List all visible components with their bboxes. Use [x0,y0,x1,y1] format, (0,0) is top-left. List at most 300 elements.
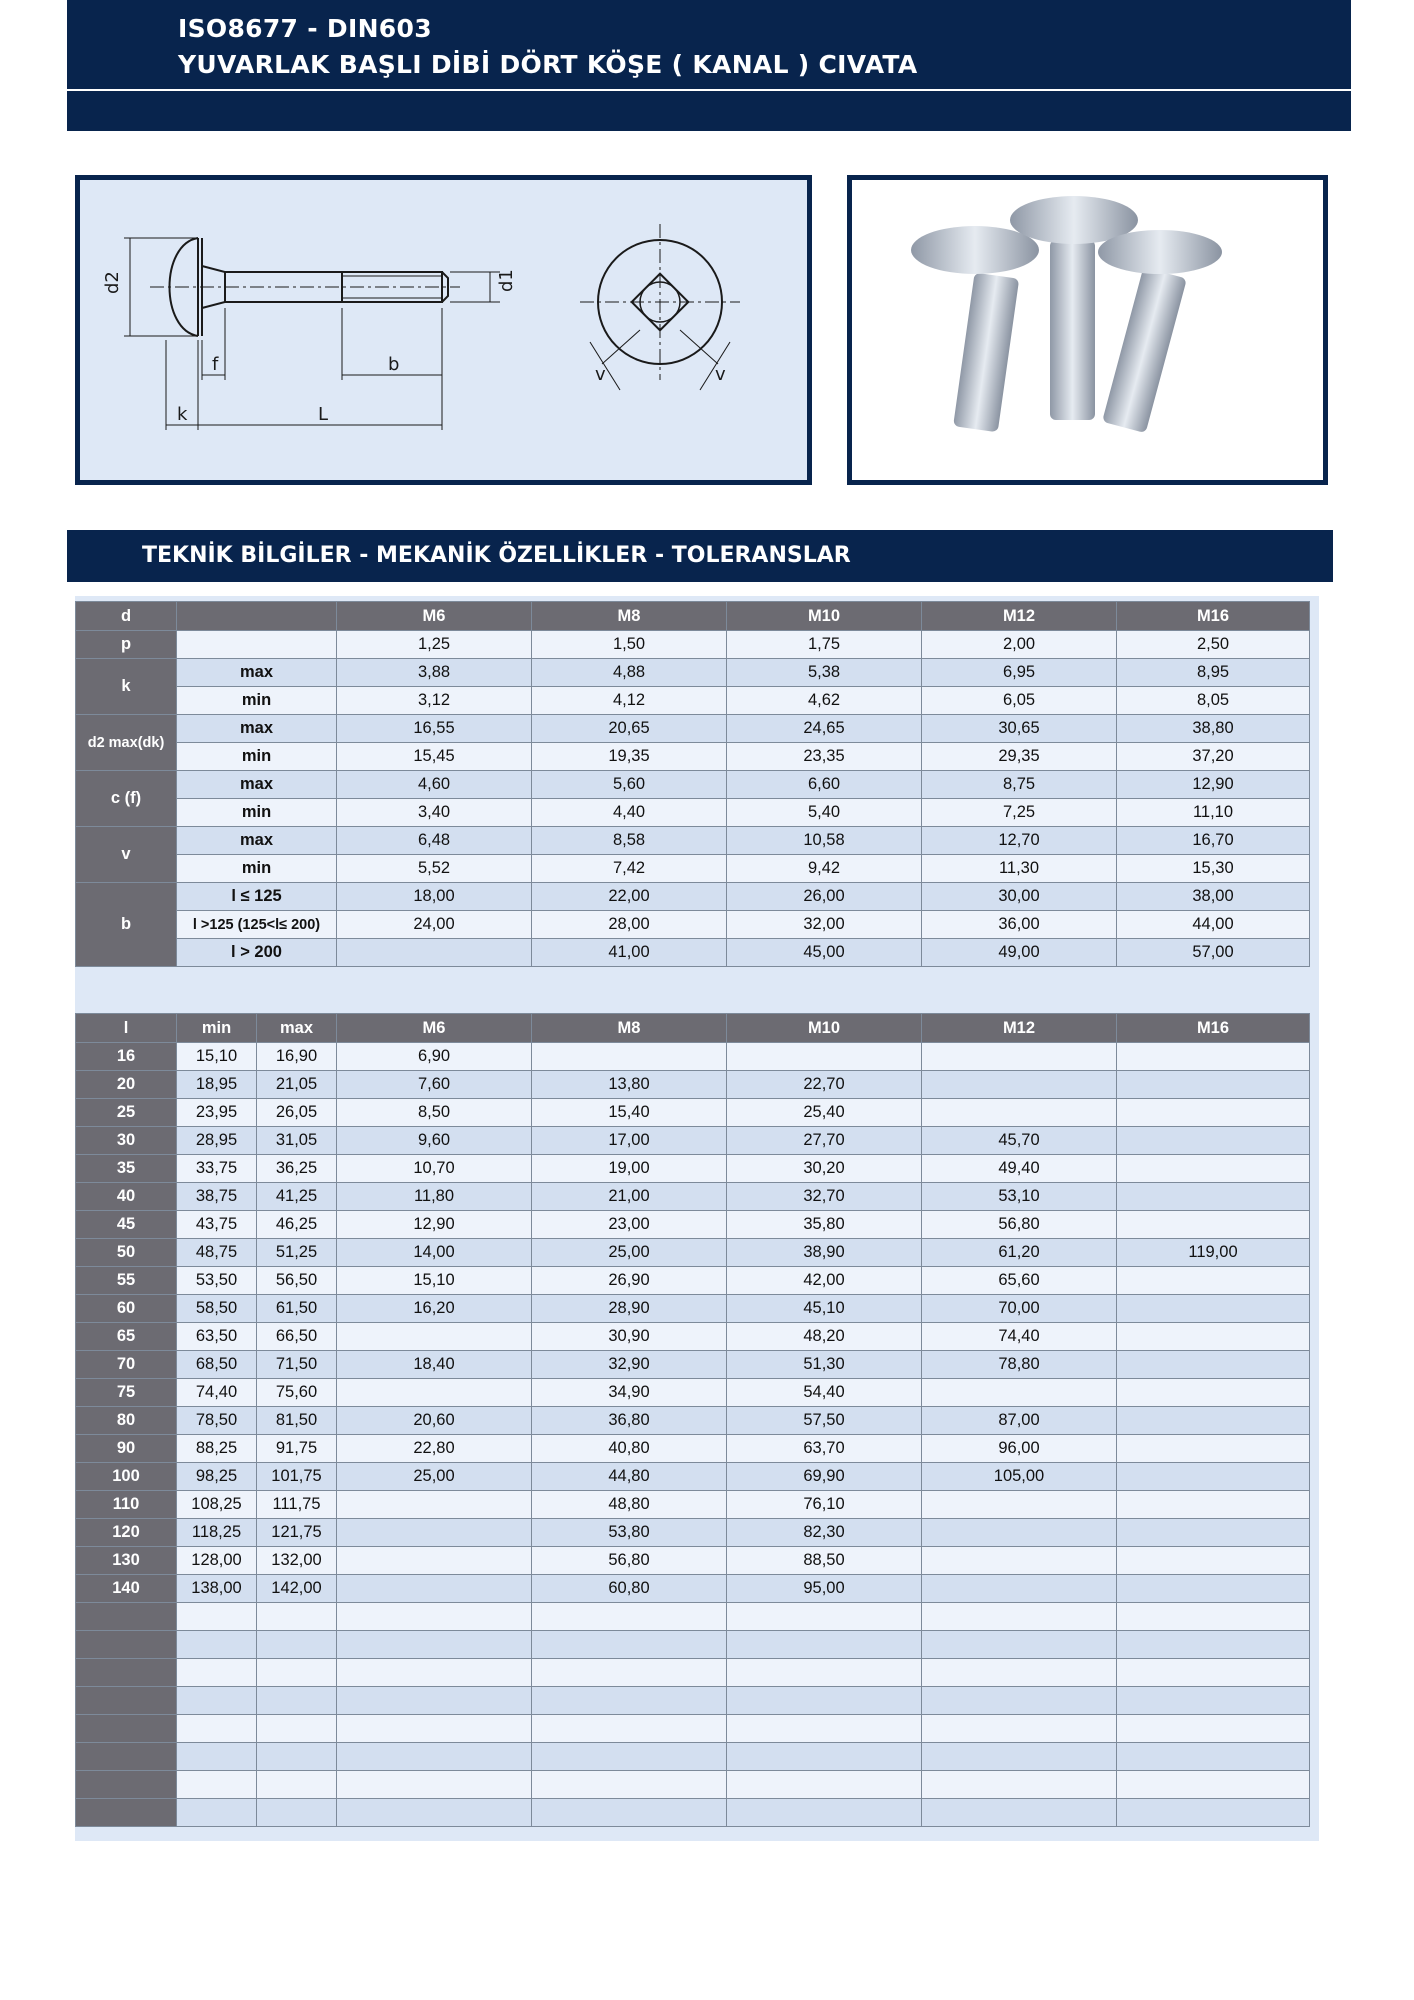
length-table [75,1013,1310,1827]
length-cell [177,1715,257,1743]
length-cell [1117,1407,1310,1435]
length-row-label: 70 [76,1351,177,1379]
specs-cell: 1,25 [337,631,532,659]
length-row [76,1519,1310,1547]
length-cell: 76,10 [727,1491,922,1519]
length-cell [922,1519,1117,1547]
length-cell [257,1659,337,1687]
specs-cell: 4,40 [532,799,727,827]
length-cell [1117,1211,1310,1239]
length-cell [532,1603,727,1631]
specs-cell: 7,25 [922,799,1117,827]
length-cell: 53,50 [177,1267,257,1295]
length-cell: 56,50 [257,1267,337,1295]
standard-code: ISO8677 - DIN603 [178,14,432,43]
specs-cell: 4,88 [532,659,727,687]
specs-cell: 8,58 [532,827,727,855]
length-cell [727,1799,922,1827]
length-cell: 60,80 [532,1575,727,1603]
specs-cell: 8,75 [922,771,1117,799]
length-cell: 21,00 [532,1183,727,1211]
length-cell [177,1799,257,1827]
specs-table [75,601,1310,967]
length-row [76,1659,1310,1687]
length-cell [727,1043,922,1071]
length-cell [922,1099,1117,1127]
length-cell: 119,00 [1117,1239,1310,1267]
length-cell [337,1379,532,1407]
length-cell [1117,1603,1310,1631]
length-row-label: 60 [76,1295,177,1323]
length-cell: 27,70 [727,1127,922,1155]
length-header-m10: M10 [727,1014,922,1043]
length-cell: 21,05 [257,1071,337,1099]
length-cell: 35,80 [727,1211,922,1239]
length-cell: 38,90 [727,1239,922,1267]
specs-cell: 2,00 [922,631,1117,659]
length-cell: 7,60 [337,1071,532,1099]
specs-cell: 29,35 [922,743,1117,771]
length-cell [257,1771,337,1799]
length-cell: 28,95 [177,1127,257,1155]
specs-row [76,687,1310,715]
specs-param-label: b [76,883,177,967]
specs-row [76,771,1310,799]
length-row [76,1575,1310,1603]
specs-cell: 4,60 [337,771,532,799]
length-cell [1117,1463,1310,1491]
specs-row [76,827,1310,855]
length-cell: 30,90 [532,1323,727,1351]
length-row [76,1267,1310,1295]
specs-row [76,715,1310,743]
length-row [76,1099,1310,1127]
length-row [76,1183,1310,1211]
length-cell: 66,50 [257,1323,337,1351]
length-cell: 6,90 [337,1043,532,1071]
dim-label-d1: d1 [496,269,517,292]
length-row-label: 25 [76,1099,177,1127]
specs-cell: 44,00 [1117,911,1310,939]
length-cell: 45,70 [922,1127,1117,1155]
specs-cell: l > 200 [177,939,337,967]
length-row-label: 40 [76,1183,177,1211]
length-row [76,1323,1310,1351]
length-cell [337,1519,532,1547]
specs-cell: 8,05 [1117,687,1310,715]
specs-cell: 16,70 [1117,827,1310,855]
length-row-label: 120 [76,1519,177,1547]
specs-cell: 12,90 [1117,771,1310,799]
specs-header-m10: M10 [727,602,922,631]
length-cell [257,1603,337,1631]
length-cell: 28,90 [532,1295,727,1323]
length-row [76,1071,1310,1099]
length-row-label: 110 [76,1491,177,1519]
length-cell: 88,50 [727,1547,922,1575]
length-cell: 96,00 [922,1435,1117,1463]
bolt-left [911,226,1039,432]
length-cell: 46,25 [257,1211,337,1239]
specs-row [76,911,1310,939]
length-row-label: 50 [76,1239,177,1267]
section-header [67,530,1333,582]
length-cell [727,1743,922,1771]
length-cell [257,1687,337,1715]
specs-cell: min [177,743,337,771]
length-cell: 41,25 [257,1183,337,1211]
length-cell [727,1659,922,1687]
specs-cell: 5,60 [532,771,727,799]
length-cell: 40,80 [532,1435,727,1463]
length-row-label: 140 [76,1575,177,1603]
length-cell [337,1323,532,1351]
specs-cell: 4,62 [727,687,922,715]
length-row-label: 80 [76,1407,177,1435]
length-cell [1117,1183,1310,1211]
specs-param-label: d2 max(dk) [76,715,177,771]
specs-cell: 45,00 [727,939,922,967]
length-cell: 74,40 [922,1323,1117,1351]
specs-cell: 38,80 [1117,715,1310,743]
length-cell: 34,90 [532,1379,727,1407]
length-cell: 36,80 [532,1407,727,1435]
length-row [76,1351,1310,1379]
length-row [76,1043,1310,1071]
length-cell [1117,1715,1310,1743]
length-cell [257,1743,337,1771]
specs-cell: min [177,799,337,827]
length-cell [532,1659,727,1687]
length-cell: 23,00 [532,1211,727,1239]
length-row-label [76,1715,177,1743]
length-cell [177,1743,257,1771]
length-cell: 30,20 [727,1155,922,1183]
specs-cell: 5,40 [727,799,922,827]
specs-cell: 3,40 [337,799,532,827]
length-cell: 75,60 [257,1379,337,1407]
length-cell [1117,1295,1310,1323]
specs-cell: 7,42 [532,855,727,883]
length-row [76,1155,1310,1183]
length-cell [532,1687,727,1715]
specs-cell: max [177,715,337,743]
length-cell: 18,40 [337,1351,532,1379]
length-row-label [76,1687,177,1715]
length-cell [1117,1071,1310,1099]
specs-cell: 24,00 [337,911,532,939]
length-cell: 25,00 [532,1239,727,1267]
length-row [76,1407,1310,1435]
length-cell [177,1659,257,1687]
specs-cell: 6,48 [337,827,532,855]
specs-header-m8: M8 [532,602,727,631]
length-cell [1117,1687,1310,1715]
dim-label-L: L [318,404,329,425]
length-cell [532,1631,727,1659]
specs-header-d: d [76,602,177,631]
length-cell [532,1743,727,1771]
length-cell [337,1575,532,1603]
length-cell [727,1687,922,1715]
length-row [76,1547,1310,1575]
length-cell [922,1491,1117,1519]
length-cell: 56,80 [532,1547,727,1575]
specs-header-m16: M16 [1117,602,1310,631]
specs-cell: l >125 (125<l≤ 200) [177,911,337,939]
header-banner [67,0,1351,131]
header-divider [67,89,1351,91]
length-cell [1117,1267,1310,1295]
specs-param-label: v [76,827,177,883]
specs-cell: 8,95 [1117,659,1310,687]
section-title: TEKNİK BİLGİLER - MEKANİK ÖZELLİKLER - TOLERANSLAR [142,543,851,568]
length-cell [337,1799,532,1827]
length-cell: 32,70 [727,1183,922,1211]
dim-label-f: f [212,354,219,375]
specs-cell: 36,00 [922,911,1117,939]
length-cell: 98,25 [177,1463,257,1491]
length-cell: 70,00 [922,1295,1117,1323]
length-row [76,1211,1310,1239]
length-cell [337,1491,532,1519]
specs-cell: 22,00 [532,883,727,911]
length-cell [337,1687,532,1715]
specs-param-label: p [76,631,177,659]
product-photo-panel [847,175,1328,485]
length-cell [1117,1155,1310,1183]
length-cell [1117,1547,1310,1575]
length-cell [177,1771,257,1799]
length-cell [922,1687,1117,1715]
length-cell [922,1799,1117,1827]
length-cell: 48,20 [727,1323,922,1351]
specs-cell: 12,70 [922,827,1117,855]
length-header-m8: M8 [532,1014,727,1043]
length-header-m6: M6 [337,1014,532,1043]
length-cell [337,1631,532,1659]
length-cell: 33,75 [177,1155,257,1183]
specs-cell: 49,00 [922,939,1117,967]
length-cell: 105,00 [922,1463,1117,1491]
specs-row [76,659,1310,687]
specs-cell: 10,58 [727,827,922,855]
length-cell: 51,25 [257,1239,337,1267]
specs-cell: 2,50 [1117,631,1310,659]
length-cell [532,1043,727,1071]
length-header-max: max [257,1014,337,1043]
specs-cell: 5,52 [337,855,532,883]
specs-cell: 30,65 [922,715,1117,743]
length-cell [727,1631,922,1659]
length-cell: 69,90 [727,1463,922,1491]
length-cell: 25,00 [337,1463,532,1491]
specs-cell: 30,00 [922,883,1117,911]
length-cell [1117,1743,1310,1771]
specs-cell: max [177,771,337,799]
specs-cell: 57,00 [1117,939,1310,967]
length-row-label: 35 [76,1155,177,1183]
specs-cell: 6,05 [922,687,1117,715]
specs-cell: 5,38 [727,659,922,687]
length-cell: 88,25 [177,1435,257,1463]
specs-cell: 23,35 [727,743,922,771]
length-cell: 54,40 [727,1379,922,1407]
length-cell [257,1715,337,1743]
length-row-label: 130 [76,1547,177,1575]
length-cell: 65,60 [922,1267,1117,1295]
length-cell [1117,1127,1310,1155]
length-cell: 142,00 [257,1575,337,1603]
length-cell: 118,25 [177,1519,257,1547]
length-row-label [76,1743,177,1771]
length-cell [922,1715,1117,1743]
product-title: YUVARLAK BAŞLI DİBİ DÖRT KÖŞE ( KANAL ) CIVATA [178,50,918,79]
dim-label-v-right: v [715,364,726,385]
specs-cell: 3,12 [337,687,532,715]
length-cell [1117,1771,1310,1799]
length-cell: 49,40 [922,1155,1117,1183]
specs-cell: 38,00 [1117,883,1310,911]
length-row [76,1799,1310,1827]
dim-label-k: k [177,404,188,425]
length-cell: 26,05 [257,1099,337,1127]
length-cell [532,1771,727,1799]
specs-row [76,743,1310,771]
length-cell: 43,75 [177,1211,257,1239]
specs-row [76,939,1310,967]
length-row [76,1379,1310,1407]
length-cell: 63,70 [727,1435,922,1463]
length-cell: 11,80 [337,1183,532,1211]
specs-cell: 9,42 [727,855,922,883]
specs-cell: 28,00 [532,911,727,939]
length-cell [177,1631,257,1659]
specs-cell: min [177,855,337,883]
length-cell: 16,90 [257,1043,337,1071]
length-cell: 68,50 [177,1351,257,1379]
specs-cell: 6,60 [727,771,922,799]
specs-row [76,883,1310,911]
length-row [76,1687,1310,1715]
length-cell: 57,50 [727,1407,922,1435]
length-cell [922,1603,1117,1631]
specs-cell: 11,10 [1117,799,1310,827]
specs-cell: 20,65 [532,715,727,743]
length-cell [922,1379,1117,1407]
length-cell: 13,80 [532,1071,727,1099]
technical-drawing-panel [75,175,812,485]
specs-cell: 26,00 [727,883,922,911]
dim-label-d2: d2 [102,271,123,294]
length-cell [337,1715,532,1743]
length-cell: 15,10 [337,1267,532,1295]
length-cell: 91,75 [257,1435,337,1463]
length-cell: 101,75 [257,1463,337,1491]
length-cell [1117,1351,1310,1379]
specs-row [76,631,1310,659]
specs-cell: 32,00 [727,911,922,939]
length-cell: 25,40 [727,1099,922,1127]
length-row-label [76,1631,177,1659]
length-cell: 26,90 [532,1267,727,1295]
length-cell [922,1771,1117,1799]
length-cell [1117,1575,1310,1603]
length-row-label [76,1771,177,1799]
length-row [76,1463,1310,1491]
specs-cell [337,939,532,967]
specs-cell: max [177,659,337,687]
length-cell [922,1071,1117,1099]
length-cell: 61,50 [257,1295,337,1323]
length-row-label: 30 [76,1127,177,1155]
length-cell: 22,70 [727,1071,922,1099]
length-cell [922,1743,1117,1771]
length-header-row [76,1014,1310,1043]
length-header-l: l [76,1014,177,1043]
specs-param-label: c (f) [76,771,177,827]
length-cell [1117,1379,1310,1407]
length-cell: 44,80 [532,1463,727,1491]
specs-cell: 15,45 [337,743,532,771]
length-cell: 48,75 [177,1239,257,1267]
specs-cell: 24,65 [727,715,922,743]
specs-header-blank [177,602,337,631]
carriage-bolts-illustration [852,180,1323,480]
length-cell: 61,20 [922,1239,1117,1267]
length-cell: 53,10 [922,1183,1117,1211]
specs-cell: 15,30 [1117,855,1310,883]
length-cell: 19,00 [532,1155,727,1183]
specs-cell: 19,35 [532,743,727,771]
length-row-label: 45 [76,1211,177,1239]
length-cell [1117,1099,1310,1127]
length-cell [337,1743,532,1771]
length-cell [922,1043,1117,1071]
length-cell: 121,75 [257,1519,337,1547]
length-row-label: 65 [76,1323,177,1351]
length-cell: 71,50 [257,1351,337,1379]
length-row [76,1743,1310,1771]
length-row [76,1631,1310,1659]
specs-param-label: k [76,659,177,715]
length-cell: 22,80 [337,1435,532,1463]
length-cell: 111,75 [257,1491,337,1519]
length-cell [727,1715,922,1743]
bolt-right [1098,230,1222,433]
specs-cell: 1,75 [727,631,922,659]
specs-cell: 3,88 [337,659,532,687]
specs-cell: 11,30 [922,855,1117,883]
length-cell [257,1631,337,1659]
length-cell: 42,00 [727,1267,922,1295]
specs-cell: 41,00 [532,939,727,967]
length-cell: 58,50 [177,1295,257,1323]
length-header-m12: M12 [922,1014,1117,1043]
length-cell: 17,00 [532,1127,727,1155]
length-header-min: min [177,1014,257,1043]
length-cell [1117,1323,1310,1351]
dim-label-b: b [388,354,400,375]
length-cell [1117,1491,1310,1519]
length-cell [1117,1659,1310,1687]
length-row-label: 75 [76,1379,177,1407]
length-cell: 32,90 [532,1351,727,1379]
length-cell: 9,60 [337,1127,532,1155]
length-row [76,1435,1310,1463]
length-cell [532,1715,727,1743]
length-header-m16: M16 [1117,1014,1310,1043]
